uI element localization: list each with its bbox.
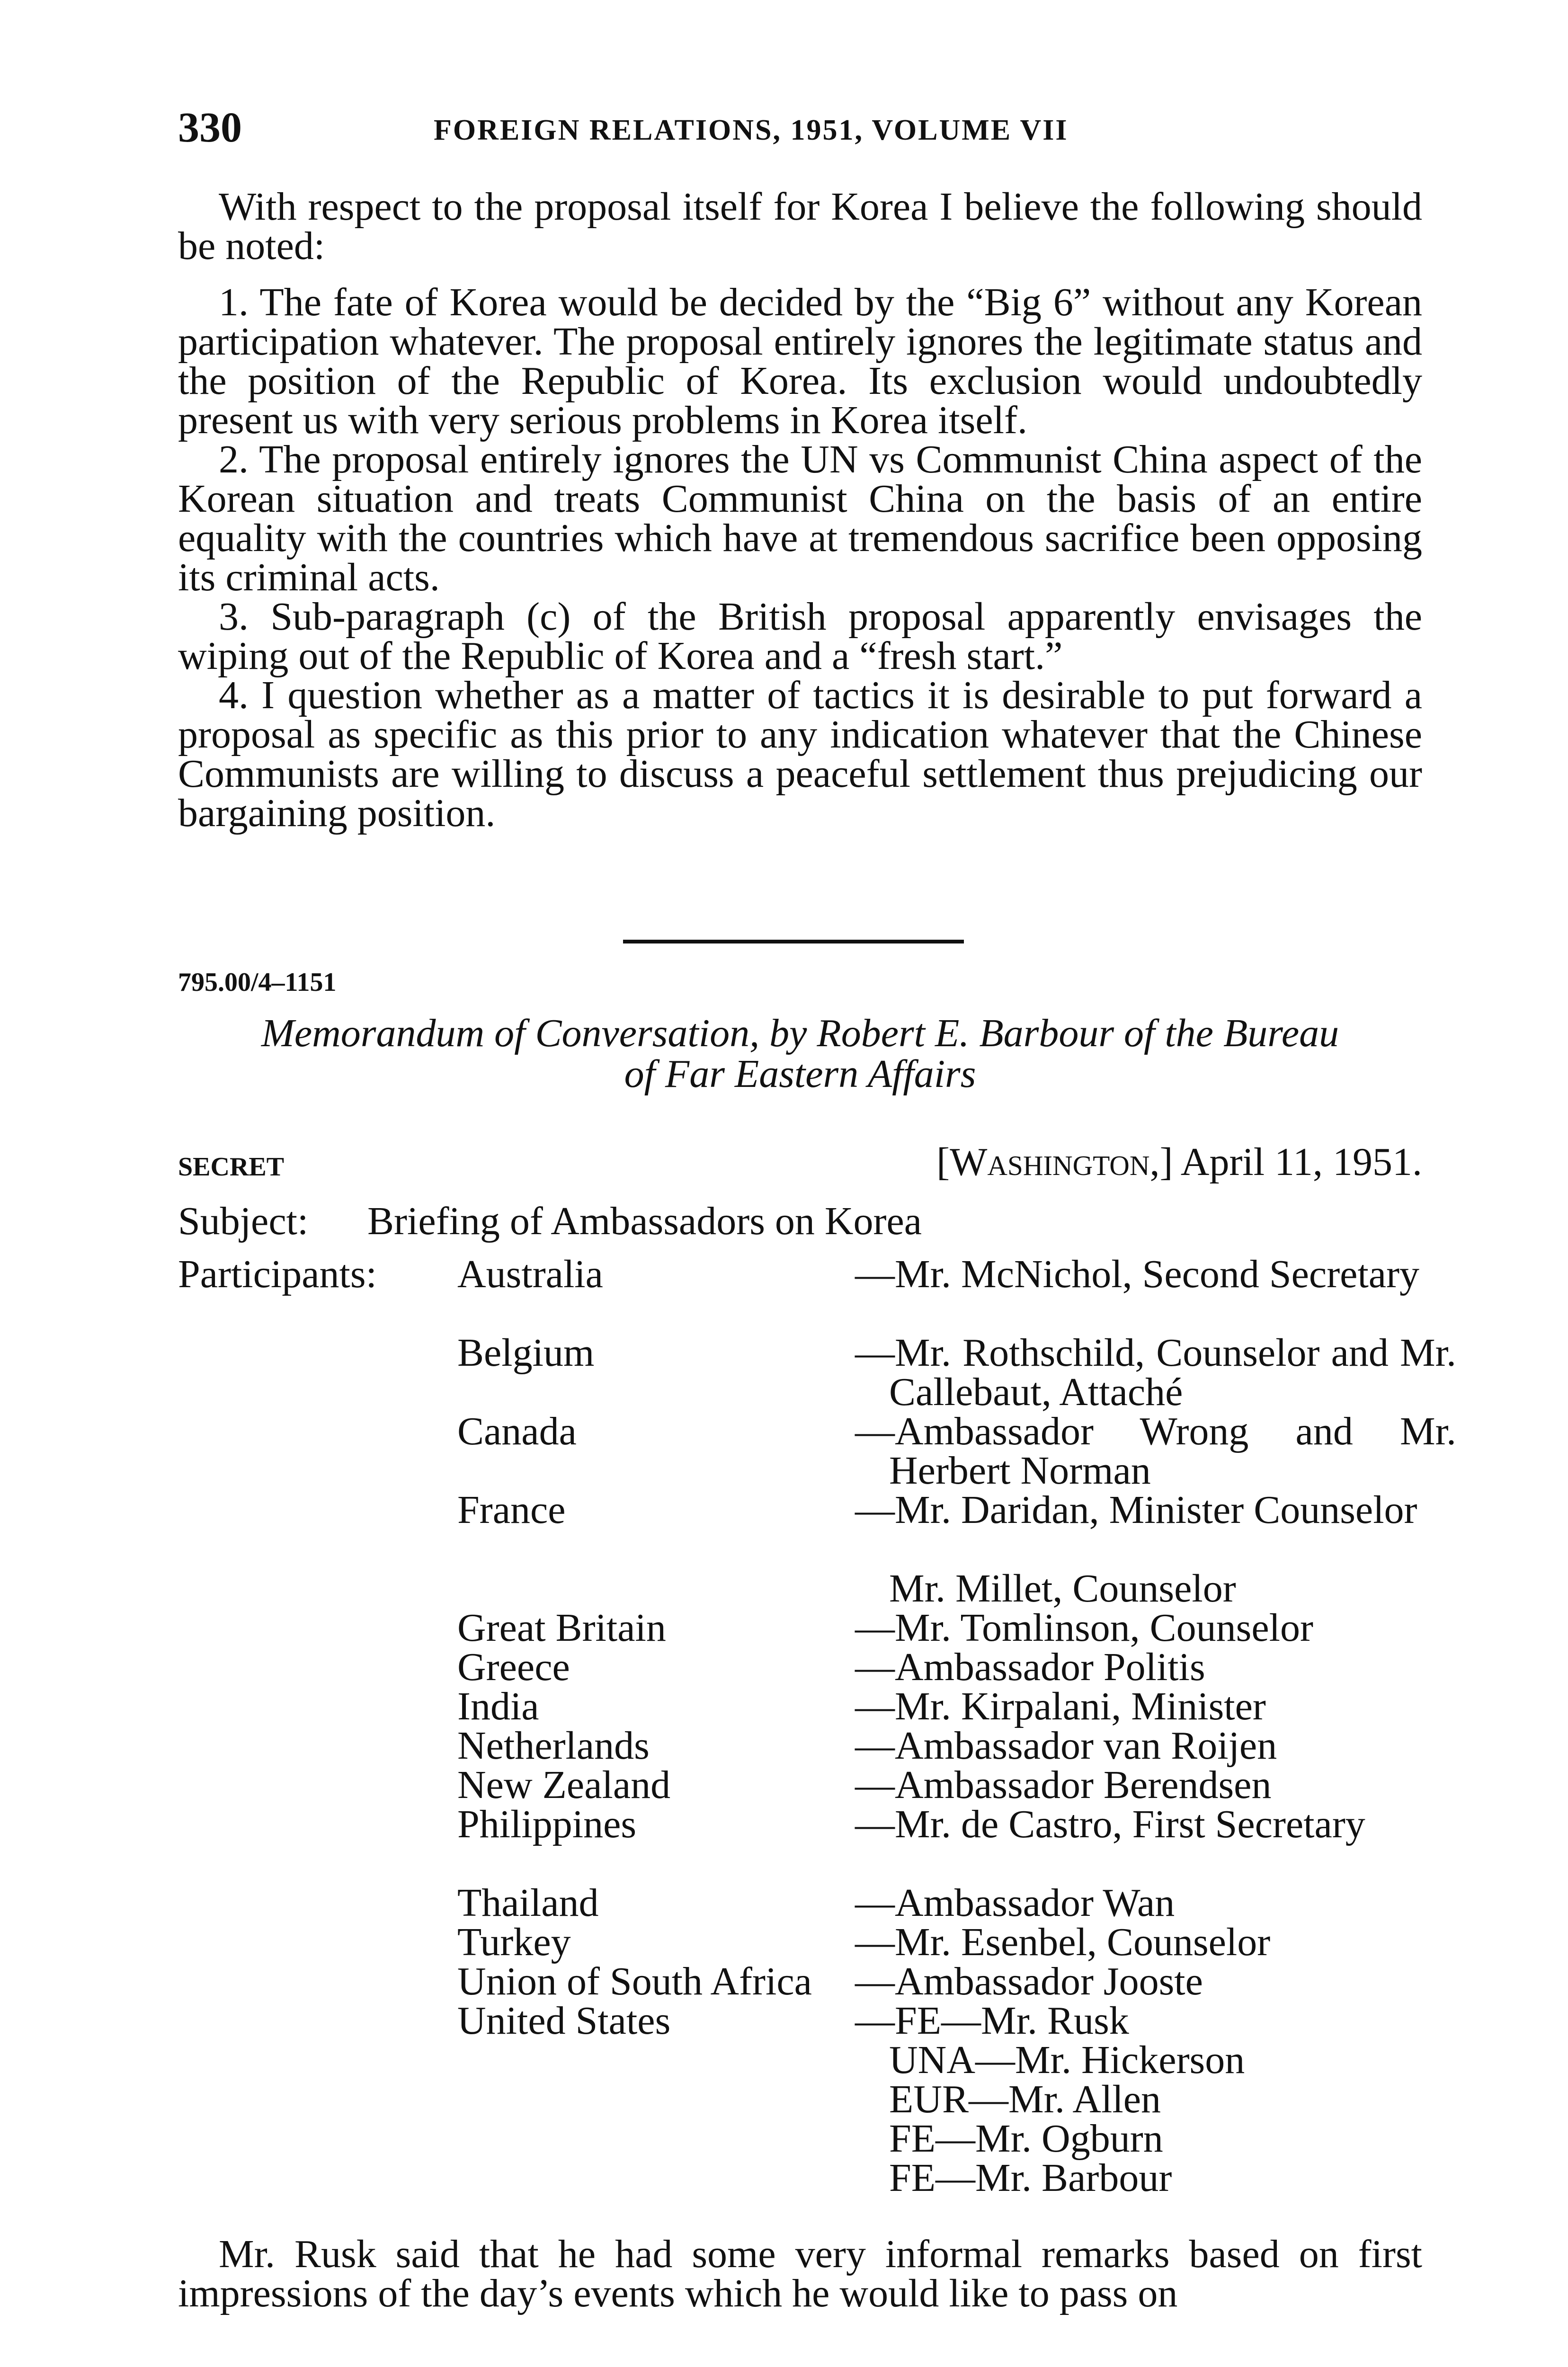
participants-label: Participants: [178,1252,377,1296]
section-divider [623,940,964,943]
participant-names: —Ambassador Politis [855,1645,1205,1689]
participant-country: New Zealand [457,1763,671,1807]
document-title [178,1013,1422,1095]
participant-names: —Ambassador Wan [855,1881,1175,1925]
participant-names: —Mr. Rothschild, Counselor and Mr. Callebaut, Attaché [855,1331,1456,1414]
participant-names: —Ambassador van Roijen [855,1724,1277,1768]
participant-country: Canada [457,1409,577,1453]
participant-country: Thailand [457,1881,599,1925]
dateline-date: April 11, 1951. [1180,1140,1422,1184]
participant-names: Mr. Millet, Counselor [889,1566,1236,1611]
participant-country: Netherlands [457,1724,650,1768]
dateline [936,1139,1422,1186]
participant-names: —Mr. Daridan, Minister Counselor [855,1488,1417,1532]
participant-country: Philippines [457,1802,637,1846]
participant-names: EUR—Mr. Allen [889,2077,1161,2121]
participant-names: —Mr. Esenbel, Counselor [855,1920,1271,1964]
participant-country: Union of South Africa [457,1959,812,2003]
document-title-line-1: Memorandum of Conversation, by Robert E. Barbour of the Bureau [261,1011,1339,1055]
participant-names: —Ambassador Berendsen [855,1763,1272,1807]
participant-country: United States [457,1999,671,2043]
closing-section [178,2234,1422,2313]
subject-label: Subject: [178,1199,309,1243]
subject-line [178,1200,922,1243]
participant-names: —Mr. Kirpalani, Minister [855,1684,1266,1728]
participant-names: —Ambassador Wrong and Mr. Herbert Norman [855,1409,1456,1493]
intro-point-2: 2. The proposal entirely ignores the UN vs Communist China aspect of the Korean situation and treats Communist China on the basis of an entire equality with the countries which have at tremendous sacrifice been opposing its criminal acts. [178,437,1422,599]
intro-section [178,187,1422,833]
document-title-line-2: of Far Eastern Affairs [624,1052,976,1096]
participant-country: India [457,1684,539,1728]
participant-names: FE—Mr. Ogburn [889,2117,1163,2161]
subject-text: Briefing of Ambassadors on Korea [367,1199,922,1243]
participant-country: France [457,1488,566,1532]
intro-lead: With respect to the proposal itself for Korea I believe the following should be noted: [178,185,1422,268]
file-number: 795.00/4–1151 [178,968,337,997]
page-number: 330 [178,104,242,151]
classification-label: SECRET [178,1152,285,1182]
participant-country: Australia [457,1252,603,1296]
participant-country: Belgium [457,1331,595,1375]
participant-names: —Mr. McNichol, Second Secretary [855,1252,1420,1296]
running-head: FOREIGN RELATIONS, 1951, VOLUME VII [434,114,1069,146]
participant-names: UNA—Mr. Hickerson [889,2038,1245,2082]
participant-names: —Ambassador Jooste [855,1959,1203,2003]
participant-names: —Mr. de Castro, First Secretary [855,1802,1365,1846]
participant-country: Great Britain [457,1606,666,1650]
intro-point-1: 1. The fate of Korea would be decided by the “Big 6” without any Korean participation whatever. The proposal entirely ignores the legitimate status and the position of the Republic of Korea. Its exclusion would undoubtedly present us with very serious problems in Korea itself. [178,280,1422,442]
dateline-place: [Washington,] [936,1140,1173,1184]
intro-point-3: 3. Sub-paragraph (c) of the British proposal apparently envisages the wiping out of the Republic of Korea and a “fresh start.” [178,595,1422,678]
participant-country: Greece [457,1645,570,1689]
closing-paragraph: Mr. Rusk said that he had some very informal remarks based on first impressions of the day’s events which he would like to pass on [178,2232,1422,2315]
participant-names: FE—Mr. Barbour [889,2156,1172,2200]
participant-names: —FE—Mr. Rusk [855,1999,1129,2043]
participant-country: Turkey [457,1920,571,1964]
participant-names: —Mr. Tomlinson, Counselor [855,1606,1313,1650]
page-header [178,99,1422,156]
intro-point-4: 4. I question whether as a matter of tactics it is desirable to put forward a proposal as specific as this prior to any indication whatever that the Chinese Communists are willing to discuss a peaceful settlement thus prejudicing our bargaining position. [178,673,1422,835]
